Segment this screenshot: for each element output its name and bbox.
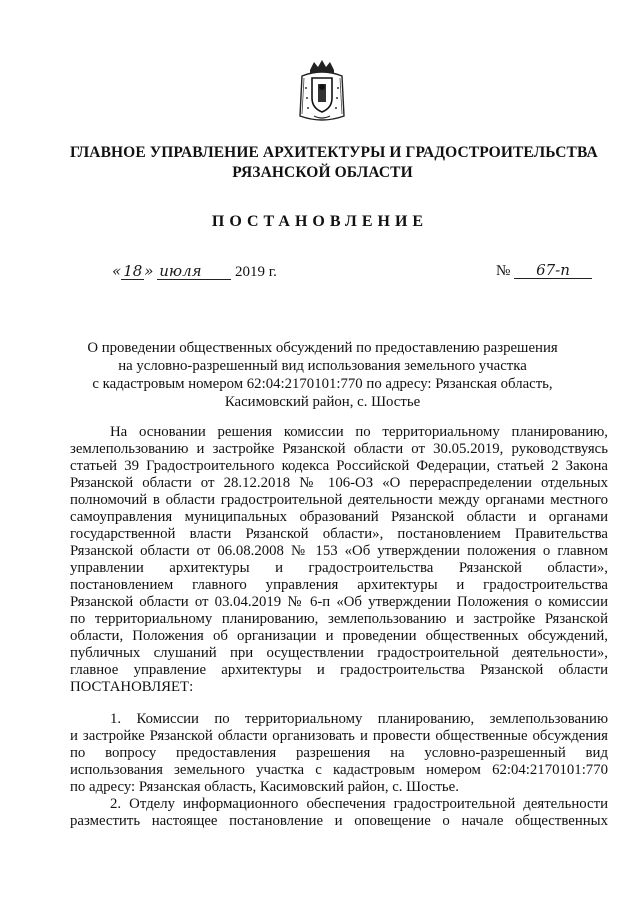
document-subject <box>70 339 575 411</box>
body-line: государственной власти Рязанской области», постановлением Правительства <box>70 526 608 542</box>
date-close-quote: » <box>144 262 154 280</box>
date-year: 2019 г. <box>234 264 277 280</box>
body-line: На основании решения комиссии по территориальному планированию, <box>110 424 608 440</box>
organization-name <box>70 143 598 183</box>
body-line: управлении архитектуры и градостроительства Рязанской области», <box>70 560 608 576</box>
date-month: июля <box>157 263 231 280</box>
date-open-quote: « <box>112 262 122 280</box>
body-line: публичных слушаний при осуществлении градостроительной деятельности», <box>70 645 608 661</box>
body-line: 2. Отделу информационного обеспечения градостроительной деятельности <box>110 796 608 812</box>
body-line: землепользованию и застройке Рязанской области от 30.05.2019, руководствуясь <box>70 441 608 457</box>
document-type-title: ПОСТАНОВЛЕНИЕ <box>211 213 429 230</box>
body-line: ПОСТАНОВЛЯЕТ: <box>70 679 194 695</box>
body-line: использования земельного участка с кадастровым номером 62:04:2170101:770 <box>70 762 608 778</box>
body-line: области, Положения об организации и проведении общественных обсуждений, <box>70 628 608 644</box>
body-line: и застройке Рязанской области организовать и провести общественные обсуждения <box>70 728 608 744</box>
body-line: статьей 39 Градостроительного кодекса Российской Федерации, статьей 2 Закона <box>70 458 608 474</box>
org-line-1: ГЛАВНОЕ УПРАВЛЕНИЕ АРХИТЕКТУРЫ И ГРАДОСТРОИТЕЛЬСТВА <box>70 144 598 161</box>
body-line: по вопросу предоставления разрешения на условно-разрешенный вид <box>70 745 608 761</box>
subject-line: с кадастровым номером 62:04:2170101:770 по адресу: Рязанская область, <box>92 376 553 392</box>
org-line-2: РЯЗАНСКОЙ ОБЛАСТИ <box>232 164 413 181</box>
document-number <box>496 262 592 280</box>
body-line: самоуправления муниципальных образований Рязанской области и органами <box>70 509 608 525</box>
body-line: постановлением главного управления архитектуры и градостроительства <box>70 577 608 593</box>
body-line: главное управление архитектуры и градостроительства Рязанской области <box>70 662 608 678</box>
subject-line: Касимовский район, с. Шостье <box>224 394 421 410</box>
item-2-paragraph <box>70 796 608 830</box>
number-label: № <box>495 263 511 279</box>
body-line: полномочий в области градостроительной деятельности между органами местного <box>70 492 608 508</box>
subject-line: О проведении общественных обсуждений по предоставлению разрешения <box>87 340 558 356</box>
body-line: 1. Комиссии по территориальному планированию, землепользованию <box>110 711 608 727</box>
body-line: Рязанской области от 03.04.2019 № 6-п «Об утверждении Положения о комиссии <box>70 594 608 610</box>
body-line: Рязанской области от 28.12.2018 № 106-ОЗ «О перераспределении отдельных <box>70 475 608 491</box>
date-number-line <box>112 262 592 288</box>
body-line: разместить настоящее постановление и оповещение о начале общественных <box>70 813 608 829</box>
preamble-paragraph <box>70 424 608 696</box>
number-value: 67-п <box>514 262 592 279</box>
document-date <box>112 262 277 281</box>
subject-line: на условно-разрешенный вид использования земельного участка <box>118 358 527 374</box>
date-day: 18 <box>123 262 143 280</box>
body-line: по территориальному планированию, землепользованию и застройке Рязанской <box>70 611 608 627</box>
coat-of-arms-emblem <box>296 58 348 126</box>
document-body <box>70 424 608 830</box>
body-line: по адресу: Рязанская область, Касимовский район, с. Шостье. <box>70 779 459 795</box>
body-line: Рязанской области от 06.08.2008 № 153 «Об утверждении положения о главном <box>70 543 608 559</box>
item-1-paragraph <box>70 711 608 796</box>
